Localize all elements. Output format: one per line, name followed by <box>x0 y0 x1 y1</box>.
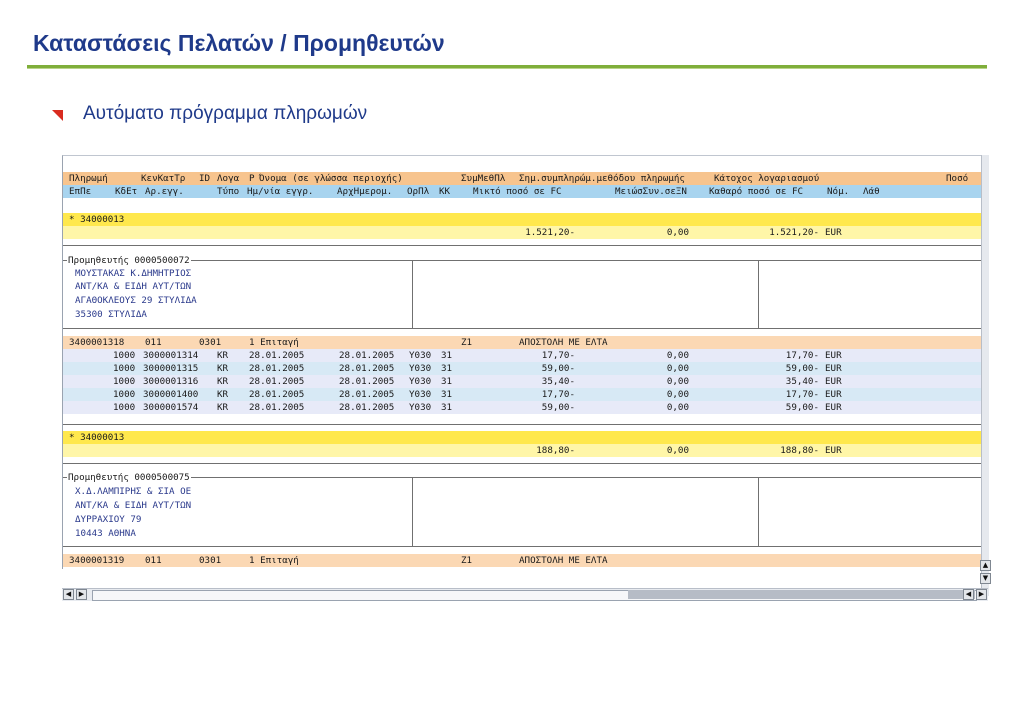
line-item-row[interactable] <box>63 349 982 362</box>
vendor-city: 10443 ΑΘΗΝΑ <box>75 528 136 539</box>
subtotal-header-row[interactable] <box>63 213 982 226</box>
subtotal-values-row[interactable] <box>63 226 982 239</box>
item-posting-date: 28.01.2005 <box>249 402 305 413</box>
col-terms: ΟρΠλ <box>407 186 430 197</box>
subtotal-currency: EUR <box>825 227 842 238</box>
divider <box>63 424 982 425</box>
vendor-line: ΑΝΤ/ΚΑ & ΕΙΔΗ ΑΥΤ/ΤΩΝ <box>75 281 192 292</box>
item-base-date: 28.01.2005 <box>339 376 395 387</box>
payment-doc-type: 1 Επιταγή <box>249 337 299 348</box>
item-company-code: 1000 <box>113 363 136 374</box>
vendor-address-line <box>63 513 982 526</box>
payment-doc-type: 1 Επιταγή <box>249 555 299 566</box>
vendor-line: ΑΝΤ/ΚΑ & ΕΙΔΗ ΑΥΤ/ΤΩΝ <box>75 500 192 511</box>
item-doc-type: KR <box>217 363 229 374</box>
item-doc-type: KR <box>217 402 229 413</box>
bullet-triangle-icon <box>52 110 63 121</box>
item-discount: 0,00 <box>666 402 689 413</box>
column-header-row-1 <box>63 172 982 185</box>
payment-doc-code: 011 <box>145 337 162 348</box>
vendor-street: ΔΥΡΡΑΧΙΟΥ 79 <box>75 514 142 525</box>
title-underline-light <box>27 68 987 69</box>
item-currency: EUR <box>825 363 842 374</box>
item-doc-type: KR <box>217 376 229 387</box>
vendor-street: ΑΓΑΘΟΚΛΕΟΥΣ 29 ΣΤΥΛΙΔΑ <box>75 295 197 306</box>
item-currency: EUR <box>825 376 842 387</box>
line-item-row[interactable] <box>63 401 982 414</box>
column-header-row-2 <box>63 185 982 198</box>
item-discount: 0,00 <box>666 350 689 361</box>
subtotal-discount: 0,00 <box>666 445 689 456</box>
col-postdate: Ημ/νία εγγρ. <box>247 186 314 197</box>
vendor-address-line <box>63 280 982 293</box>
col-payment: Πληρωμή <box>69 173 108 184</box>
col-account: Λογα <box>217 173 240 184</box>
item-discount: 0,00 <box>666 389 689 400</box>
item-kk: 31 <box>441 363 453 374</box>
item-kk: 31 <box>441 350 453 361</box>
page-title: Καταστάσεις Πελατών / Προμηθευτών <box>33 30 445 56</box>
payment-doc-method: Z1 <box>461 337 473 348</box>
item-net: 59,00- <box>785 402 819 413</box>
payment-doc-code: 0301 <box>199 337 222 348</box>
col-name: Όνομα (σε γλώσσα περιοχής) <box>259 173 403 184</box>
col-company: ΚδΕτ <box>115 186 138 197</box>
col-basedate: ΑρχΗμερομ. <box>337 186 393 197</box>
item-payment-terms: Y030 <box>409 350 432 361</box>
scroll-right-icon[interactable]: ▶ <box>76 589 87 600</box>
payment-doc-method: Z1 <box>461 555 473 566</box>
item-net: 59,00- <box>785 363 819 374</box>
subtotal-gross: 1.521,20- <box>525 227 575 238</box>
col-paymethod: ΣυμΜεθΠλ <box>461 173 506 184</box>
subtotal-label: * 34000013 <box>69 432 125 443</box>
scroll-up-icon[interactable]: ▲ <box>980 560 991 571</box>
col-paymethod-note: Σημ.συμπληρώμ.μεθόδου πληρωμής <box>519 173 685 184</box>
col-docnum: Αρ.εγγ. <box>145 186 184 197</box>
payment-doc-row[interactable] <box>63 336 982 349</box>
item-kk: 31 <box>441 376 453 387</box>
item-net: 35,40- <box>785 376 819 387</box>
item-posting-date: 28.01.2005 <box>249 350 305 361</box>
scroll-right-icon[interactable]: ▶ <box>976 589 987 600</box>
horizontal-scrollbar[interactable] <box>62 588 988 601</box>
section-subtitle: Αυτόματο πρόγραμμα πληρωμών <box>83 103 368 124</box>
item-doc-number: 3000001400 <box>143 389 199 400</box>
col-account-holder: Κάτοχος λογαριασμού <box>714 173 820 184</box>
item-gross: 17,70- <box>541 389 575 400</box>
vendor-address-line <box>63 308 982 321</box>
vendor-address-line <box>63 294 982 307</box>
scroll-left-icon[interactable]: ◀ <box>63 589 74 600</box>
subtotal-net: 188,80- <box>780 445 819 456</box>
vendor-name: Χ.Δ.ΛΑΜΠΙΡΗΣ & ΣΙΑ ΟΕ <box>75 486 192 497</box>
horizontal-scroll-thumb[interactable] <box>628 590 975 599</box>
col-type: Τύπο <box>217 186 240 197</box>
divider <box>63 463 982 464</box>
item-company-code: 1000 <box>113 389 136 400</box>
vendor-box-top <box>63 260 982 261</box>
line-item-row[interactable] <box>63 362 982 375</box>
subtotal-discount: 0,00 <box>666 227 689 238</box>
col-blockcat: ΚενΚατΤρ <box>141 173 186 184</box>
subtotal-header-row[interactable] <box>63 431 982 444</box>
vendor-box-top <box>63 477 982 478</box>
vendor-address-line <box>63 485 982 498</box>
col-currency: Νόμ. <box>827 186 850 197</box>
col-amount: Ποσό <box>946 173 969 184</box>
col-net: Καθαρό ποσό σε FC <box>709 186 804 197</box>
item-payment-terms: Y030 <box>409 402 432 413</box>
item-doc-number: 3000001574 <box>143 402 199 413</box>
item-posting-date: 28.01.2005 <box>249 376 305 387</box>
vendor-name: ΜΟΥΣΤΑΚΑΣ Κ.ΔΗΜΗΤΡΙΟΣ <box>75 268 192 279</box>
divider <box>63 245 982 246</box>
item-base-date: 28.01.2005 <box>339 402 395 413</box>
item-doc-number: 3000001316 <box>143 376 199 387</box>
item-currency: EUR <box>825 350 842 361</box>
item-discount: 0,00 <box>666 376 689 387</box>
item-company-code: 1000 <box>113 376 136 387</box>
col-error: Λάθ <box>863 186 880 197</box>
subtotal-values-row[interactable] <box>63 444 982 457</box>
vendor-city: 35300 ΣΤΥΛΙΔΑ <box>75 309 147 320</box>
payment-doc-note: ΑΠΟΣΤΟΛΗ ΜΕ ΕΛΤΑ <box>519 555 608 566</box>
item-base-date: 28.01.2005 <box>339 389 395 400</box>
subtotal-gross: 188,80- <box>536 445 575 456</box>
item-posting-date: 28.01.2005 <box>249 363 305 374</box>
col-discount: ΜειώσΣυν.σεΞΝ <box>615 186 687 197</box>
col-kk: ΚΚ <box>439 186 451 197</box>
vendor-box-bottom <box>63 328 982 329</box>
payment-doc-code: 0301 <box>199 555 222 566</box>
line-item-row[interactable] <box>63 388 982 401</box>
subtotal-label: * 34000013 <box>69 214 125 225</box>
vendor-address-line <box>63 499 982 512</box>
col-id: ID <box>199 173 211 184</box>
item-kk: 31 <box>441 389 453 400</box>
item-net: 17,70- <box>785 389 819 400</box>
item-discount: 0,00 <box>666 363 689 374</box>
col-level: ΕπΠε <box>69 186 92 197</box>
item-payment-terms: Y030 <box>409 376 432 387</box>
item-currency: EUR <box>825 402 842 413</box>
payment-report-list[interactable] <box>62 155 982 569</box>
item-posting-date: 28.01.2005 <box>249 389 305 400</box>
vendor-address-line <box>63 527 982 540</box>
item-company-code: 1000 <box>113 350 136 361</box>
col-gross: Μικτό ποσό σε FC <box>473 186 562 197</box>
item-gross: 59,00- <box>541 363 575 374</box>
vertical-scrollbar[interactable] <box>981 155 989 596</box>
item-gross: 35,40- <box>541 376 575 387</box>
vendor-box-title: Προμηθευτής 0000500072 <box>68 255 190 266</box>
item-base-date: 28.01.2005 <box>339 350 395 361</box>
item-company-code: 1000 <box>113 402 136 413</box>
payment-doc-number: 3400001319 <box>69 555 125 566</box>
item-gross: 17,70- <box>541 350 575 361</box>
item-net: 17,70- <box>785 350 819 361</box>
vendor-box-title: Προμηθευτής 0000500075 <box>68 472 190 483</box>
item-payment-terms: Y030 <box>409 389 432 400</box>
item-kk: 31 <box>441 402 453 413</box>
item-doc-type: KR <box>217 350 229 361</box>
line-item-row[interactable] <box>63 375 982 388</box>
vendor-address-line <box>63 267 982 280</box>
scroll-left-icon[interactable]: ◀ <box>963 589 974 600</box>
vendor-box-bottom <box>63 546 982 547</box>
scroll-down-icon[interactable]: ▼ <box>980 573 991 584</box>
item-gross: 59,00- <box>541 402 575 413</box>
payment-doc-row[interactable] <box>63 554 982 567</box>
payment-doc-number: 3400001318 <box>69 337 125 348</box>
item-doc-type: KR <box>217 389 229 400</box>
col-r: Ρ <box>249 173 255 184</box>
subtotal-currency: EUR <box>825 445 842 456</box>
item-base-date: 28.01.2005 <box>339 363 395 374</box>
item-doc-number: 3000001315 <box>143 363 199 374</box>
payment-doc-code: 011 <box>145 555 162 566</box>
payment-doc-note: ΑΠΟΣΤΟΛΗ ΜΕ ΕΛΤΑ <box>519 337 608 348</box>
item-payment-terms: Y030 <box>409 363 432 374</box>
subtotal-net: 1.521,20- <box>769 227 819 238</box>
item-currency: EUR <box>825 389 842 400</box>
item-doc-number: 3000001314 <box>143 350 199 361</box>
